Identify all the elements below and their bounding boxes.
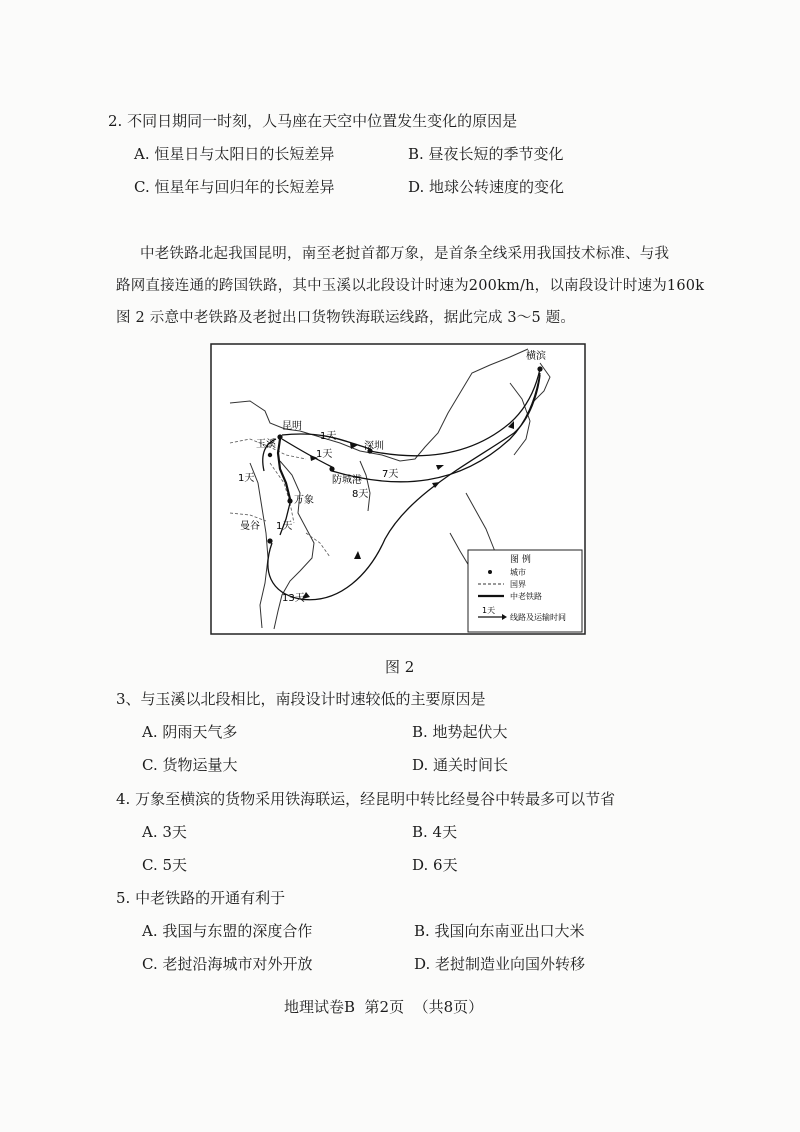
q3-option-b: B. 地势起伏大 [412,723,508,741]
legend-sample-time: 1天 [482,606,496,615]
legend-title: 图 例 [510,555,531,565]
q5-option-d: D. 老挝制造业向国外转移 [414,955,586,973]
q4-option-d: D. 6天 [412,856,458,874]
q2-stem: 2. 不同日期同一时刻，人马座在天空中位置发生变化的原因是 [108,112,518,130]
time-bangkok-yokohama: 13天 [282,593,305,604]
label-yokohama: 横滨 [526,351,546,362]
q5-stem: 5. 中老铁路的开通有利于 [116,889,286,907]
label-yuxi: 玉溪 [256,439,276,450]
passage-line-3: 图 2 示意中老铁路及老挝出口货物铁海联运线路，据此完成 3～5 题。 [116,310,576,326]
time-vientiane-bangkok: 1天 [276,521,293,532]
q5-option-c: C. 老挝沿海城市对外开放 [142,955,313,973]
q5-option-b: B. 我国向东南亚出口大米 [414,922,585,940]
time-fangchenggang-yokohama: 8天 [352,489,369,500]
label-bangkok: 曼谷 [240,521,260,532]
legend-city: 城市 [510,568,526,577]
figure-caption: 图 2 [385,658,415,676]
q3-option-d: D. 通关时间长 [412,756,509,774]
q3-stem: 3、与玉溪以北段相比，南段设计时速较低的主要原因是 [116,690,486,708]
q2-option-b: B. 昼夜长短的季节变化 [408,145,564,163]
time-kunming-shenzhen: 1天 [320,431,337,442]
legend-railway: 中老铁路 [510,592,542,601]
passage-line-1: 中老铁路北起我国昆明，南至老挝首都万象，是首条全线采用我国技术标准、与我 [140,246,670,262]
q4-option-a: A. 3天 [142,823,187,841]
map-legend [468,550,582,632]
label-shenzhen: 深圳 [364,441,384,452]
q3-option-c: C. 货物运量大 [142,756,238,774]
page-footer: 地理试卷B 第2页 （共8页） [284,998,484,1016]
q4-stem: 4. 万象至横滨的货物采用铁海联运，经昆明中转比经曼谷中转最多可以节省 [116,790,616,808]
q4-option-b: B. 4天 [412,823,458,841]
q5-option-a: A. 我国与东盟的深度合作 [142,922,313,940]
time-kunming-fangchenggang: 1天 [316,449,333,460]
label-kunming: 昆明 [282,421,302,432]
q3-option-a: A. 阴雨天气多 [142,723,238,741]
route-map [210,343,586,635]
label-vientiane: 万象 [294,495,314,506]
q2-option-c: C. 恒星年与回归年的长短差异 [134,178,335,196]
label-fangchenggang: 防城港 [332,475,362,486]
passage-line-2: 路网直接连通的跨国铁路，其中玉溪以北段设计时速为200km/h，以南段设计时速为160k [116,278,705,294]
legend-route: 线路及运输时间 [510,613,566,622]
q4-option-c: C. 5天 [142,856,188,874]
time-shenzhen-yokohama: 7天 [382,469,399,480]
time-vientiane-kunming: 1天 [238,473,255,484]
legend-border: 国界 [510,580,526,589]
q2-option-d: D. 地球公转速度的变化 [408,178,565,196]
q2-option-a: A. 恒星日与太阳日的长短差异 [134,145,335,163]
